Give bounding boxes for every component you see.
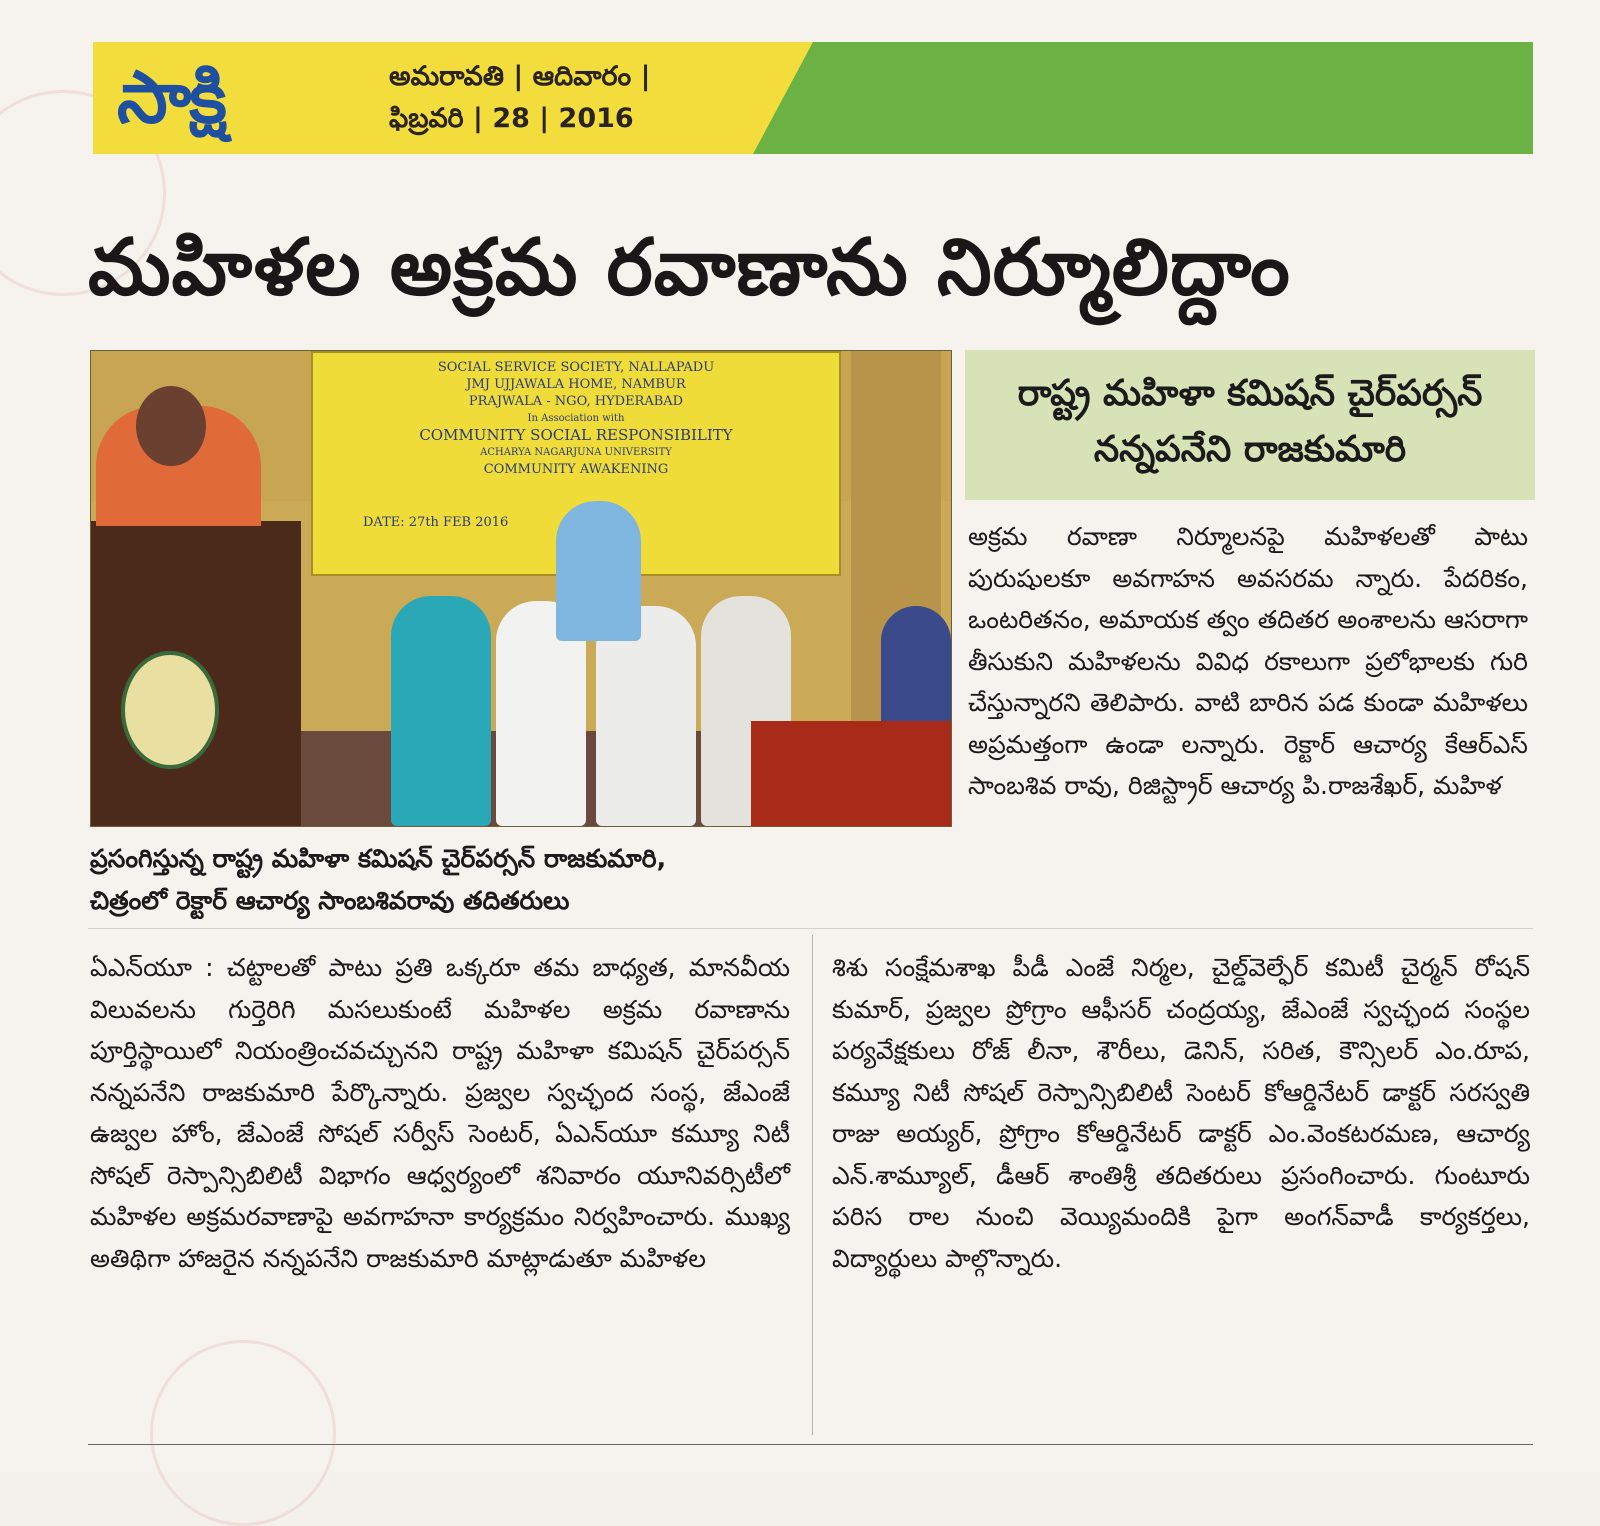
faded-stamp xyxy=(150,1340,336,1526)
body-text-right-bottom: శిశు సంక్షేమశాఖ పీడీ ఎంజే నిర్మల, చైల్డ్‌వెల్ఫేర్ కమిటీ చైర్మన్ రోషన్ కుమార్, ప్రజ్వల ప్రోగ్రాం ఆఫీసర్ చంద్రయ్య, జేఎంజే స్వచ్ఛంద సంస్థల పర్యవేక్షకులు రోజ్ లీనా, శౌరీలు, డెనిన్, సరిత, కౌన్సిలర్ ఎం.రూప, కమ్యూ నిటీ సోషల్ రెస్పాన్సిబిలిటీ సెంటర్ కోఆర్డినేటర్ డాక్టర్ సరస్వతి రాజు అయ్యర్, ప్రోగ్రాం కోఆర్డినేటర్ డాక్టర్ ఎం.వెంకటరమణ, ఆచార్య ఎన్.శామ్యూల్, డీఆర్ శాంతిశ్రీ తదితరులు ప్రసంగించారు. గుంటూరు పరిస రాల నుంచి వెయ్యిమందికి పైగా అంగన్‌వాడీ కార్యకర్తలు, విద్యార్థులు పాల్గొన్నారు. xyxy=(832,953,1530,1273)
dateline xyxy=(389,56,650,140)
dateline-date: ఫిబ్రవరి | 28 | 2016 xyxy=(389,103,634,134)
photo-speaker-head xyxy=(136,386,206,466)
subheadline-line1: రాష్ట్ర మహిళా కమిషన్ చైర్‌పర్సన్ xyxy=(1017,373,1483,414)
photo-table xyxy=(751,721,951,826)
banner-line: JMJ UJJAWALA HOME, NAMBUR xyxy=(466,377,686,392)
banner-line: SOCIAL SERVICE SOCIETY, NALLAPADU xyxy=(437,360,715,375)
banner-line: ACHARYA NAGARJUNA UNIVERSITY xyxy=(480,447,672,458)
masthead xyxy=(93,42,1533,154)
dateline-place-day: అమరావతి | ఆదివారం | xyxy=(389,61,651,92)
caption-line2: చిత్రంలో రెక్టార్ ఆచార్య సాంబశివరావు తదితరులు xyxy=(90,886,570,915)
masthead-yellow-band xyxy=(93,42,813,154)
banner-line: COMMUNITY SOCIAL RESPONSIBILITY xyxy=(419,426,733,444)
body-text-left: ఏఎన్‌యూ : చట్టాలతో పాటు ప్రతి ఒక్కరూ తమ బాధ్యత, మానవీయ విలువలను గుర్తెరిగి మసలుకుంటే మహిళల అక్రమ రవాణాను పూర్తిస్థాయిలో నియంత్రించవచ్చునని రాష్ట్ర మహిళా కమిషన్ చైర్‌పర్సన్ నన్నపనేని రాజకుమారి పేర్కొన్నారు. ప్రజ్వల స్వచ్ఛంద సంస్థ, జేఎంజే ఉజ్వల హోం, జేఎంజే సోషల్ సర్వీస్ సెంటర్, ఏఎన్‌యూ కమ్యూ నిటీ సోషల్ రెస్పాన్సిబిలిటీ విభాగం ఆధ్వర్యంలో శనివారం యూనివర్సిటీలో మహిళల అక్రమరవాణాపై అవగాహనా కార్యక్రమం నిర్వహించారు. ముఖ్య అతిథిగా హాజరైన నన్నపనేని రాజకుమారి మాట్లాడుతూ మహిళల xyxy=(90,953,790,1273)
event-photo xyxy=(90,350,952,827)
headline: మహిళల అక్రమ రవాణాను నిర్మూలిద్దాం xyxy=(88,223,1291,313)
column-divider xyxy=(812,935,813,1435)
photo-person xyxy=(556,501,641,641)
photo-person xyxy=(391,596,491,826)
subheadline-line2: నన్నపనేని రాజకుమారి xyxy=(1093,429,1407,470)
banner-line: In Association with xyxy=(527,413,625,424)
masthead-green-band xyxy=(753,42,1533,154)
divider xyxy=(88,928,1533,929)
body-text-right-top: అక్రమ రవాణా నిర్మూలనపై మహిళలతో పాటు పురుషులకూ అవగాహన అవసరమ న్నారు. పేదరికం, ఒంటరితనం, అమాయక త్వం తదితర అంశాలను ఆసరాగా తీసుకుని మహిళలను వివిధ రకాలుగా ప్రలోభాలకు గురి చేస్తున్నారని తెలిపారు. వాటి బారిన పడ కుండా మహిళలు అప్రమత్తంగా ఉండా లన్నారు. రెక్టార్ ఆచార్య కేఆర్ఎస్ సాంబశివ రావు, రిజిస్ట్రార్ ఆచార్య పి.రాజశేఖర్, మహిళ xyxy=(968,522,1528,800)
photo-caption xyxy=(90,838,960,922)
banner-line: DATE: 27th FEB 2016 xyxy=(363,515,509,530)
banner-line: PRAJWALA - NGO, HYDERABAD xyxy=(468,394,684,409)
university-seal xyxy=(121,651,219,769)
bottom-rule xyxy=(88,1444,1533,1445)
newspaper-logo: సాక్షి xyxy=(117,55,225,139)
caption-line1: ప్రసంగిస్తున్న రాష్ట్ర మహిళా కమిషన్ చైర్‌పర్సన్ రాజకుమారి, xyxy=(90,844,667,873)
banner-line: COMMUNITY AWAKENING xyxy=(483,462,669,477)
subheadline-box xyxy=(965,350,1535,500)
